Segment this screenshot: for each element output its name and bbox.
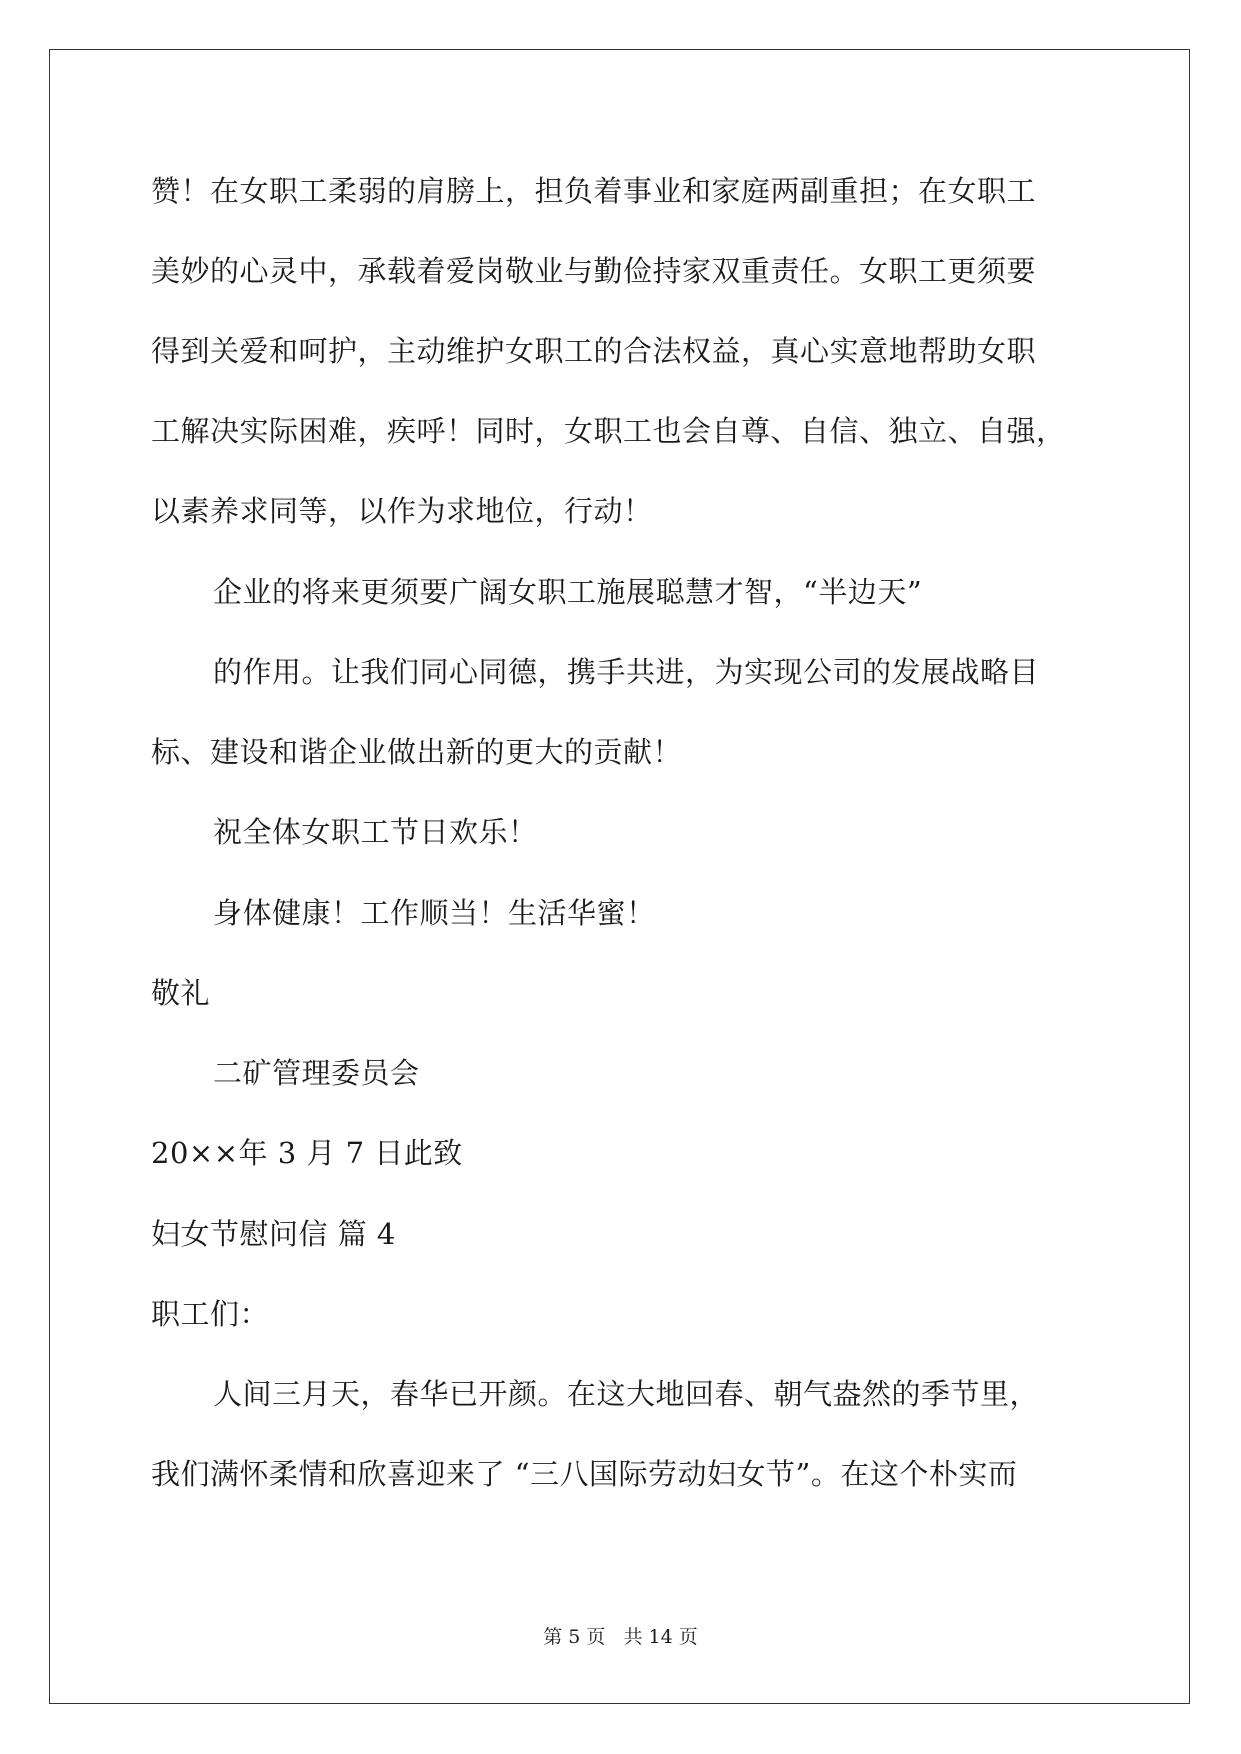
paragraph-line: 工解决实际困难，疾呼！同时，女职工也会自尊、自信、独立、自强， (151, 414, 1066, 448)
paragraph-line: 祝全体女职工节日欢乐！ (213, 815, 538, 849)
paragraph-line: 以素养求同等，以作为求地位，行动！ (151, 494, 653, 528)
page-footer: 第 5 页 共 14 页 (543, 1626, 698, 1648)
paragraph-line: 得到关爱和呵护，主动维护女职工的合法权益，真心实意地帮助女职 (151, 334, 1037, 368)
paragraph-line: 美妙的心灵中，承载着爱岗敬业与勤俭持家双重责任。女职工更须要 (151, 254, 1037, 288)
paragraph-line: 的作用。让我们同心同德，携手共进，为实现公司的发展战略目 (213, 655, 1040, 689)
signature-organization: 二矿管理委员会 (213, 1056, 420, 1090)
paragraph-line: 赞！在女职工柔弱的肩膀上，担负着事业和家庭两副重担；在女职工 (151, 174, 1037, 208)
paragraph-line: 人间三月天，春华已开颜。在这大地回春、朝气盎然的季节里， (213, 1377, 1040, 1411)
paragraph-line: 企业的将来更须要广阔女职工施展聪慧才智，“半边天” (213, 575, 923, 609)
signature-date: 20××年 3 月 7 日此致 (151, 1136, 463, 1170)
closing-salutation: 敬礼 (151, 976, 211, 1010)
section-heading: 妇女节慰问信 篇 4 (151, 1217, 396, 1251)
paragraph-line: 我们满怀柔情和欣喜迎来了 “三八国际劳动妇女节”。在这个朴实而 (151, 1457, 1018, 1491)
paragraph-line: 标、建设和谐企业做出新的更大的贡献！ (151, 735, 683, 769)
paragraph-line: 身体健康！工作顺当！生活华蜜！ (213, 896, 656, 930)
greeting: 职工们： (151, 1297, 270, 1331)
